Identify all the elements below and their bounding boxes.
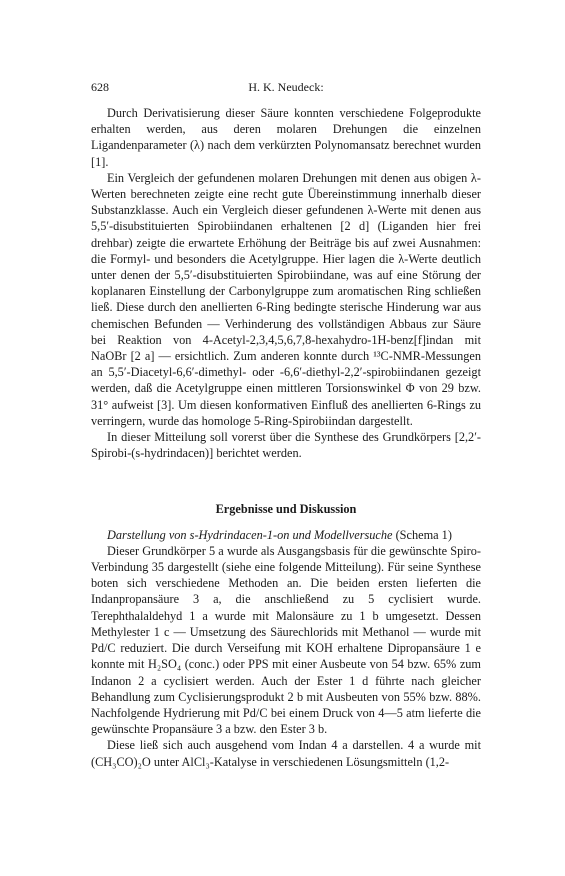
page-header (91, 80, 481, 96)
page-number: 628 (91, 80, 109, 94)
subsection-heading (91, 527, 481, 543)
paragraph-indan: Diese ließ sich auch ausgehend vom Indan 4 a darstellen. 4 a wurde mit (CH₃CO)₂O unter AlCl₃-Katalyse in verschiedenen Lösungsmitteln (1,2- (91, 738, 481, 769)
paragraph-derivatisierung: Durch Derivatisierung dieser Säure konnten verschiedene Folgeprodukte erhalten werden, aus deren molaren Drehungen die einzelnen Ligandenparameter (λ) nach dem verkürzten Polynomansatz berechnet wurden [1]. (91, 106, 481, 169)
subsection-suffix: (Schema 1) (392, 527, 452, 542)
section-heading: Ergebnisse und Diskussion (215, 502, 357, 517)
subsection-title: Darstellung von s-Hydrindacen-1-on und Modellversuche (107, 527, 393, 542)
paragraph-grundkoerper: Dieser Grundkörper 5 a wurde als Ausgangsbasis für die gewünschte Spiro-Verbindung 35 dargestellt (siehe eine folgende Mitteilung). Für seine Synthese boten sich verschiedene Methoden an. Die beiden ersten lieferten die Indanpropansäure 3 a, die anschließend zu 5 cyclisiert wurde. Terephthalaldehyd 1 a wurde mit Malonsäure zu 1 b umgesetzt. Dessen Methylester 1 c — Umsetzung des Säurechlorids mit Methanol — wurde mit Pd/C reduziert. Die durch Verseifung mit KOH erhaltene Dipropansäure 1 e konnte mit H₂SO₄ (conc.) oder PPS mit einer Ausbeute von 54 bzw. 65% zum Indanon 2 a cyclisiert werden. Auch der Ester 1 d führte nach gleicher Behandlung zum Cyclisierungsprodukt 2 b mit Ausbeuten von 55% bzw. 88%. Nachfolgende Hydrierung mit Pd/C bei einem Druck von 4—5 atm lieferte die gewünschte Propansäure 3 a bzw. den Ester 3 b. (91, 543, 481, 737)
running-head: H. K. Neudeck: (248, 80, 324, 94)
article-body (91, 105, 481, 770)
paragraph-vergleich: Ein Vergleich der gefundenen molaren Drehungen mit denen aus obigen λ-Werten berechneten zeigte eine recht gute Übereinstimmung innerhalb dieser Substanzklasse. Auch ein Vergleich dieser gefundenen λ-Werte mit denen aus 5,5′-disubstituierten Spirobiindanen erhaltenen [2 d] (Liganden hier frei drehbar) zeigte die erwartete Erhöhung der Beiträge bis auf zwei Ausnahmen: die Formyl- und besonders die Acetylgruppe. Hier lagen die λ-Werte deutlich unter denen der 5,5′-disubstituierten Spirobiindane, was auf eine Störung der koplanaren Einstellung der Carbonylgruppe zum aromatischen Ring schließen ließ. Diese durch den anellierten 6-Ring bedingte sterische Hinderung war aus chemischen Befunden — Verhinderung des vollständigen Abbaus zur Säure bei Reaktion von 4-Acetyl-2,3,4,5,6,7,8-hexahydro-1H-benz[f]indan mit NaOBr [2 a] — ersichtlich. Zum anderen konnte durch ¹³C-NMR-Messungen an 5,5′-Diacetyl-6,6′-dimethyl- oder -6,6′-diethyl-2,2′-spirobiindanen gezeigt werden, daß die Acetylgruppe einen mittleren Torsionswinkel Φ von 29 bzw. 31° aufweist [3]. Um diesen konformativen Einfluß des anellierten 6-Rings zu verringern, wurde das homologe 5-Ring-Spirobiindan dargestellt. (91, 170, 481, 428)
paragraph-mitteilung: In dieser Mitteilung soll vorerst über die Synthese des Grundkörpers [2,2′-Spirobi-(s-hydrindacen)] berichtet werden. (91, 430, 481, 461)
